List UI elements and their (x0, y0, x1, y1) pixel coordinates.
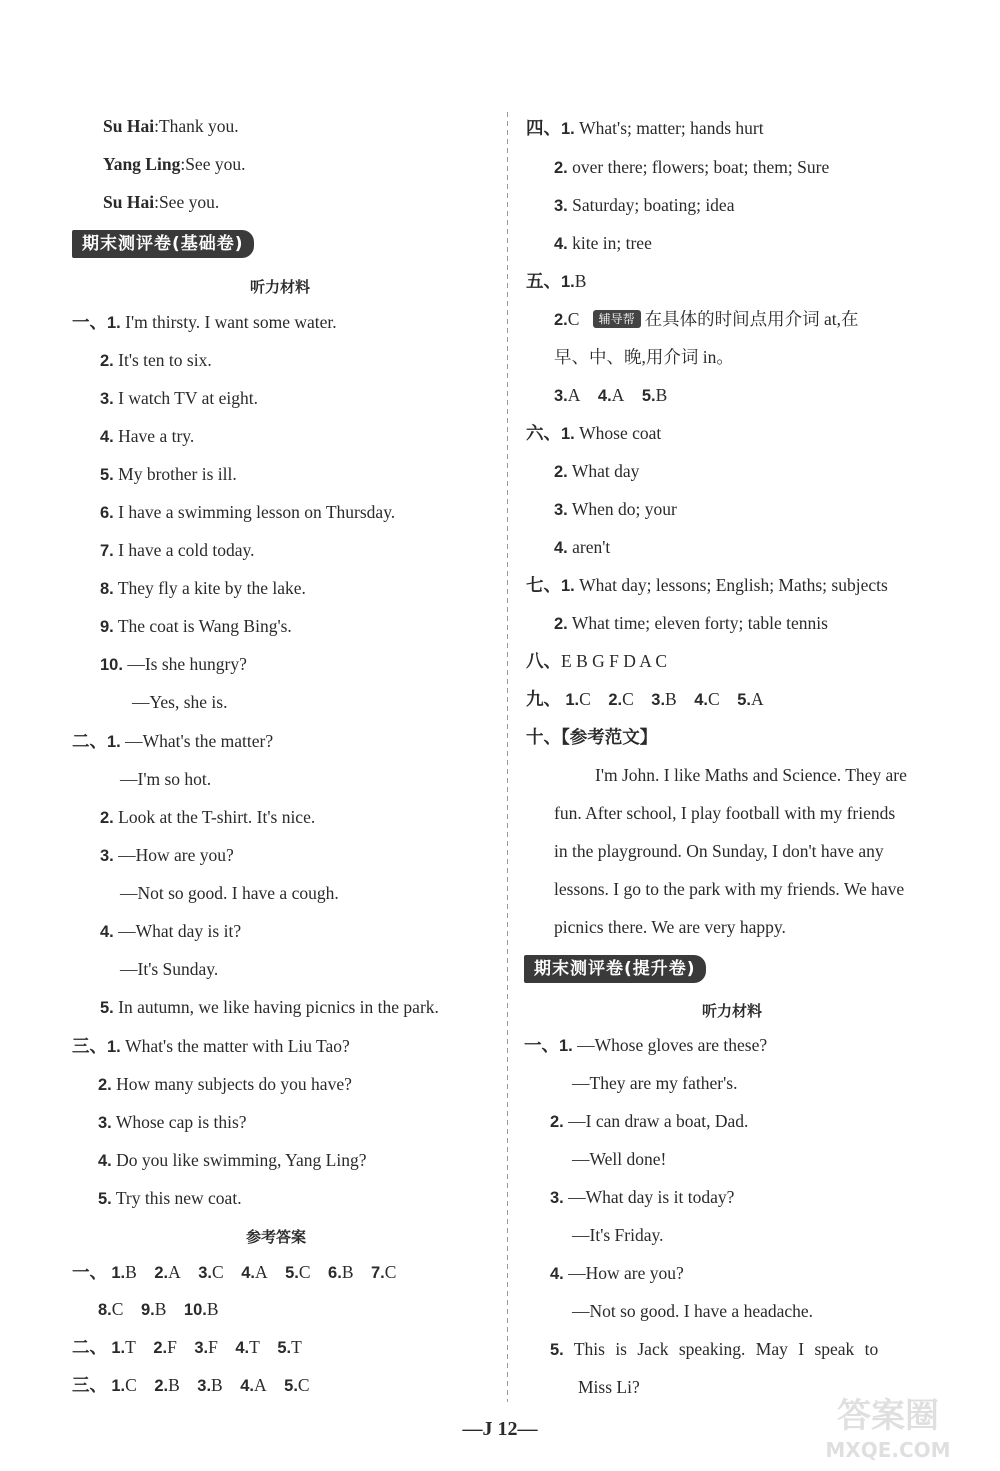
list-item: 10. —Is she hungry? (100, 654, 247, 674)
svg-text:MXQE.COM: MXQE.COM (825, 1438, 951, 1462)
list-item: 3. —What day is it today? (550, 1187, 735, 1207)
list-item: 9. The coat is Wang Bing's. (100, 616, 292, 636)
list-item: 4. Have a try. (100, 426, 195, 446)
answers-title: 参考答案 (246, 1228, 307, 1246)
list-item: 5. Try this new coat. (98, 1188, 242, 1208)
list-item: 2. What time; eleven forty; table tennis (554, 613, 828, 633)
list-item-cont: 早、中、晚,用介词 in。 (554, 347, 734, 367)
tutor-tip-badge: 辅导帮 (593, 310, 641, 328)
essay-line: picnics there. We are very happy. (554, 917, 786, 937)
list-item: 一、1. —Whose gloves are these? (524, 1035, 768, 1055)
list-item: 4. Do you like swimming, Yang Ling? (98, 1150, 367, 1170)
answer-row: 九、 1.C 2.C 3.B 4.C 5.A (526, 689, 764, 709)
list-item: 2. It's ten to six. (100, 350, 212, 370)
list-item: 3. —How are you? (100, 845, 234, 865)
list-item: 2. Look at the T-shirt. It's nice. (100, 807, 316, 827)
list-item: 3. When do; your (554, 499, 677, 519)
list-item: 4. aren't (554, 537, 611, 557)
list-item-cont: —It's Sunday. (120, 959, 219, 979)
dialogue-line: Yang Ling:See you. (103, 154, 246, 174)
list-item-cont: —Not so good. I have a cough. (120, 883, 339, 903)
essay-line: in the playground. On Sunday, I don't have any (554, 841, 884, 861)
list-item: 四、1. What's; matter; hands hurt (526, 118, 764, 138)
list-item: 6. I have a swimming lesson on Thursday. (100, 502, 396, 522)
listening-title: 听力材料 (702, 1002, 763, 1020)
list-item-cont: —Yes, she is. (132, 692, 228, 712)
section-heading: 十、【参考范文】 (526, 727, 658, 747)
list-item: 7. I have a cold today. (100, 540, 255, 560)
list-item: 5. This is Jack speaking. May I speak to (550, 1339, 879, 1359)
dialogue-line: Su Hai:See you. (103, 192, 220, 212)
watermark-logo (788, 1385, 988, 1465)
list-item: 3. I watch TV at eight. (100, 388, 258, 408)
list-item: 2. over there; flowers; boat; them; Sure (554, 157, 830, 177)
list-item: 5. In autumn, we like having picnics in the park. (100, 997, 439, 1017)
answer-row: 三、 1.C 2.B 3.B 4.A 5.C (72, 1375, 310, 1395)
svg-text:答案圈: 答案圈 (837, 1396, 939, 1436)
column-divider (507, 112, 508, 1402)
list-item-cont: —I'm so hot. (120, 769, 212, 789)
list-item: 2. How many subjects do you have? (98, 1074, 352, 1094)
list-item-cont: —Not so good. I have a headache. (572, 1301, 814, 1321)
list-item: 一、1. I'm thirsty. I want some water. (72, 312, 337, 332)
list-item: 3. Saturday; boating; idea (554, 195, 735, 215)
list-item: 六、1. Whose coat (526, 423, 662, 443)
answer-row: 二、 1.T 2.F 3.F 4.T 5.T (72, 1337, 302, 1357)
answer-row: 一、 1.B 2.A 3.C 4.A 5.C 6.B 7.C (72, 1262, 397, 1282)
list-item: 五、1.B (526, 271, 587, 291)
list-item: 3. Whose cap is this? (98, 1112, 247, 1132)
section-banner-basic: 期末测评卷(基础卷) (72, 230, 254, 258)
list-item: 三、1. What's the matter with Liu Tao? (72, 1036, 350, 1056)
list-item: 4. —What day is it? (100, 921, 242, 941)
list-item: 2. —I can draw a boat, Dad. (550, 1111, 749, 1131)
right-column (510, 0, 1000, 1471)
list-item: 八、E B G F D A C (526, 651, 667, 671)
list-item: 8. They fly a kite by the lake. (100, 578, 306, 598)
dialogue-line: Su Hai:Thank you. (103, 116, 239, 136)
page-number: —J 12— (462, 1418, 538, 1440)
answer-row: 8.C 9.B 10.B (98, 1299, 219, 1319)
essay-line: I'm John. I like Maths and Science. They are (595, 765, 907, 785)
essay-line: lessons. I go to the park with my friends. We have (554, 879, 905, 899)
answer-row: 3.A 4.A 5.B (554, 385, 668, 405)
list-item: 4. —How are you? (550, 1263, 684, 1283)
list-item: 二、1. —What's the matter? (72, 731, 274, 751)
essay-line: fun. After school, I play football with my friends (554, 803, 896, 823)
list-item-cont: Miss Li? (578, 1377, 640, 1397)
list-item-cont: —It's Friday. (572, 1225, 664, 1245)
list-item: 七、1. What day; lessons; English; Maths; subjects (526, 575, 888, 595)
list-item: 4. kite in; tree (554, 233, 652, 253)
list-item: 5. My brother is ill. (100, 464, 237, 484)
listening-title: 听力材料 (250, 278, 311, 296)
list-item-cont: —Well done! (572, 1149, 667, 1169)
list-item-cont: —They are my father's. (572, 1073, 738, 1093)
section-banner-advanced: 期末测评卷(提升卷) (524, 955, 706, 983)
list-item: 2.C 辅导帮 在具体的时间点用介词 at,在 (554, 309, 859, 329)
list-item: 2. What day (554, 461, 640, 481)
